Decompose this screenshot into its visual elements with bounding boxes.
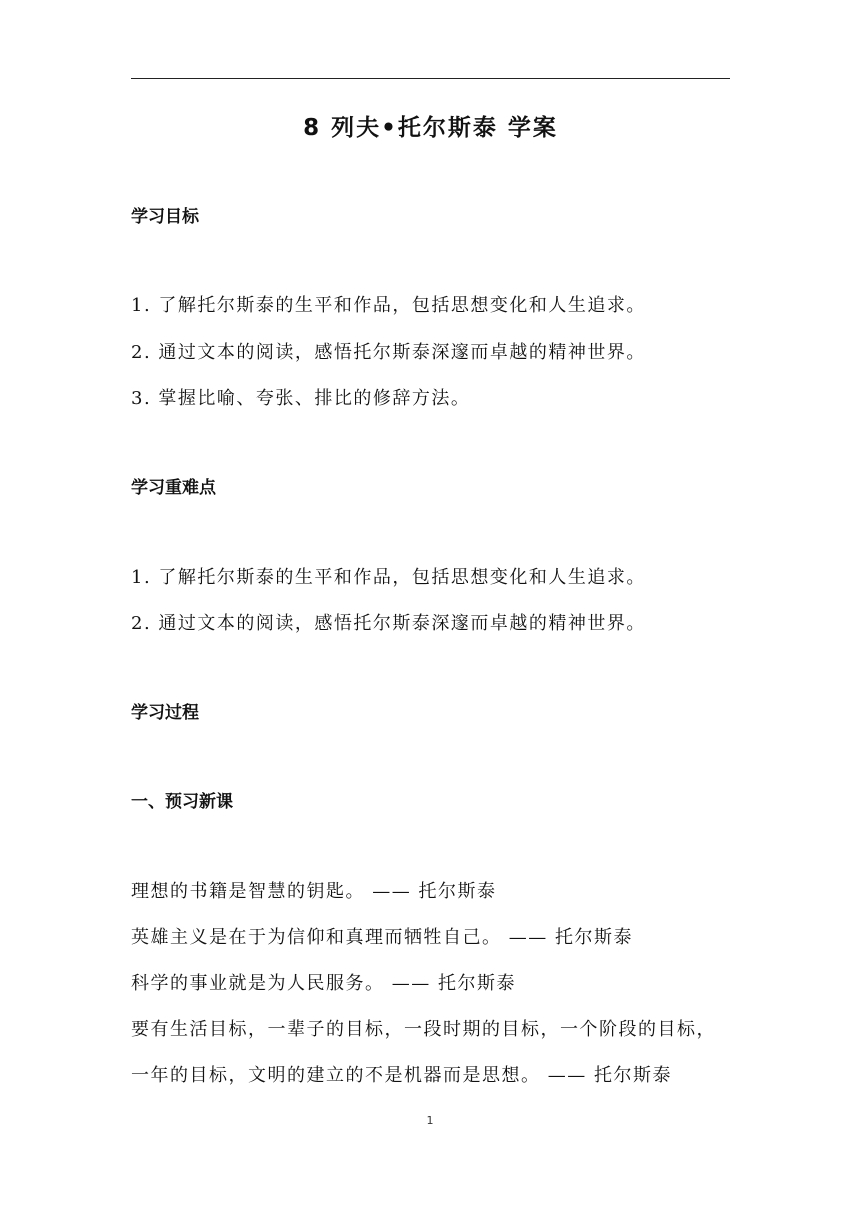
section-heading-key-points: 学习重难点 [131, 478, 216, 498]
quote-line-5: 一年的目标，文明的建立的不是机器而是思想。 —— 托尔斯泰 [131, 1065, 672, 1086]
goal-item-1: 1. 了解托尔斯泰的生平和作品，包括思想变化和人生追求。 [131, 295, 646, 316]
quote-line-4: 要有生活目标，一辈子的目标，一段时期的目标，一个阶段的目标， [131, 1019, 716, 1040]
document-title: 8 列夫•托尔斯泰 学案 [303, 115, 558, 141]
quote-line-1: 理想的书籍是智慧的钥匙。 —— 托尔斯泰 [131, 881, 497, 902]
key-point-item-1: 1. 了解托尔斯泰的生平和作品，包括思想变化和人生追求。 [131, 567, 646, 588]
header-rule [131, 78, 730, 79]
section-heading-preview: 一、预习新课 [131, 792, 233, 812]
section-heading-goals: 学习目标 [131, 207, 199, 227]
key-point-item-2: 2. 通过文本的阅读，感悟托尔斯泰深邃而卓越的精神世界。 [131, 613, 646, 634]
goal-item-2: 2. 通过文本的阅读，感悟托尔斯泰深邃而卓越的精神世界。 [131, 342, 646, 363]
goal-item-3: 3. 掌握比喻、夸张、排比的修辞方法。 [131, 388, 471, 409]
quote-line-3: 科学的事业就是为人民服务。 —— 托尔斯泰 [131, 973, 516, 994]
page-number: 1 [426, 1114, 434, 1127]
section-heading-process: 学习过程 [131, 703, 199, 723]
quote-line-2: 英雄主义是在于为信仰和真理而牺牲自己。 —— 托尔斯泰 [131, 927, 633, 948]
